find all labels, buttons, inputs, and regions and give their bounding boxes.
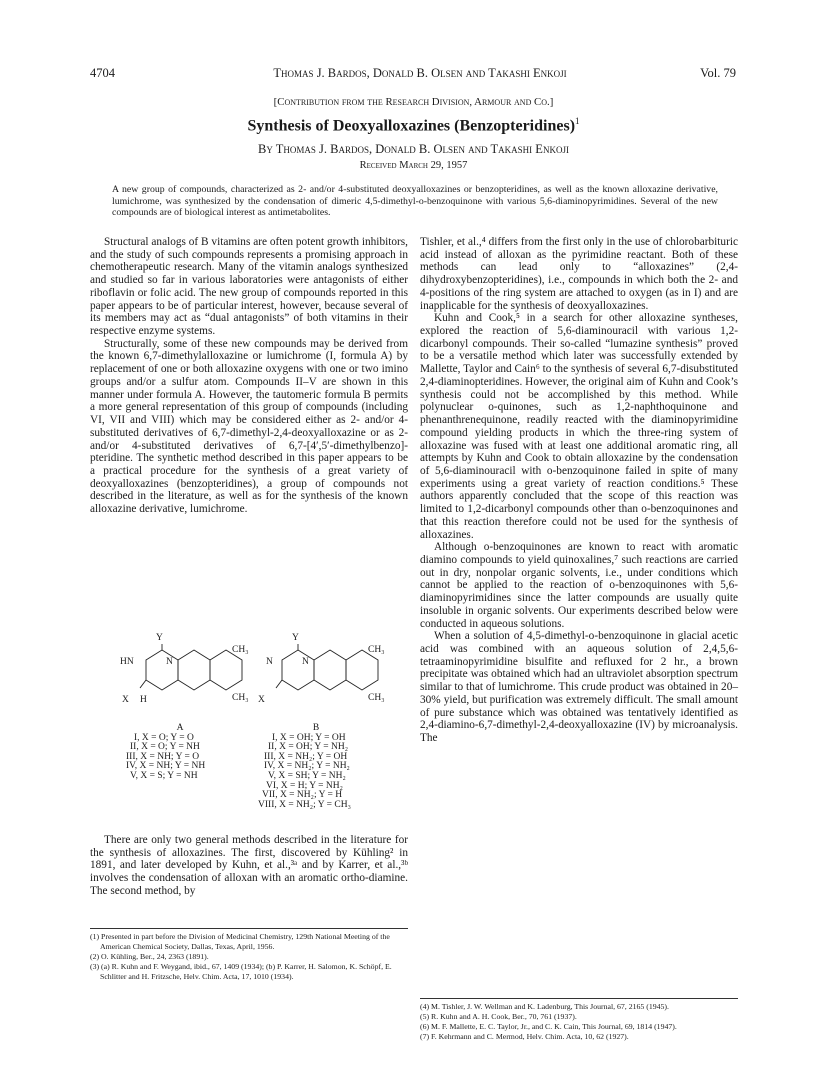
formula-b-structure: Y N N CH₃ CH₃ X bbox=[256, 634, 416, 724]
formula-a-structure: Y HN N CH₃ CH₃ X H bbox=[120, 634, 260, 724]
footnote-2: (2) O. Kühling, Ber., 24, 2363 (1891). bbox=[90, 951, 209, 961]
tishler-paragraph: Tishler, et al.,⁴ differs from the first only in the use of chlorobarbituric acid instead of alloxan as the pyrimidine reactant. Both of these methods can lead only to “alloxazines” (2,4-dihydroxybenzopteridines), i.e., compounds in which both the 2- and 4-positions of the ring system are attached to oxygen (as in I) and are inapplicable for the synthesis of deoxyalloxazines. bbox=[420, 236, 738, 312]
received-date: Received March 29, 1957 bbox=[359, 160, 468, 171]
running-authors: Thomas J. Bardos, Donald B. Olsen and Takashi Enkoji bbox=[273, 66, 567, 80]
footnote-1: (1) Presented in part before the Division of Medicinal Chemistry, 129th National Meeting of the American Chemical Society, Dallas, Texas, April, 1956. bbox=[90, 932, 390, 951]
left-column-top bbox=[90, 236, 408, 516]
formula-a-compound-list bbox=[120, 734, 260, 782]
right-column bbox=[420, 236, 738, 745]
footnote-6: (6) M. F. Mallette, E. C. Taylor, Jr., and C. K. Cain, This Journal, 69, 1814 (1947). bbox=[420, 1021, 677, 1031]
right-footnote-rule bbox=[420, 998, 738, 999]
kuhn-cook-paragraph: Kuhn and Cook,⁵ in a search for other alloxazine syntheses, explored the reaction of 5,6-diaminouracil with various 1,2-dicarbonyl compounds. Their so-called “lumazine synthesis” proved to be a versatile method which later was successfully extended by Mallette, Taylor and Cain⁶ to the synthesis of several 6,7-disubstituted 2,4-diaminopteridines. However, the original aim of Kuhn and Cook’s synthesis could not be accomplished by this method. While polynuclear o-quinones, such as 1,2-naphthoquinone and phenanthrenequinone, readily reacted with the diaminopyrimidine compound yielding products in which the three-ring system of alloxazine was fused with at least one additional aromatic ring, all attempts by Kuhn and Cook to obtain alloxazine by the condensation of 5,6-diaminouracil with o-benzoquinone failed in spite of many experiments using a great variety of reaction conditions.⁵ These authors apparently concluded that the scope of this reaction was limited to 1,2-dicarbonyl compounds other than o-benzoquinones and that this reaction therefore could not be used for the synthesis of alloxazines. bbox=[420, 312, 738, 541]
formula-a-label: A bbox=[176, 723, 184, 733]
article-title bbox=[0, 116, 827, 135]
left-footnotes bbox=[90, 932, 408, 982]
title-footnote-mark: 1 bbox=[575, 116, 580, 126]
contribution-line: [Contribution from the Research Division, Armour and Co.] bbox=[273, 96, 554, 108]
formula-b-compound: III, X = NH₂; Y = OH bbox=[264, 751, 348, 762]
formula-b-compound: IV, X = NH₂; Y = NH₂ bbox=[264, 761, 350, 772]
formula-b-compound: V, X = SH; Y = NH₂ bbox=[268, 770, 346, 781]
formula-b-compound: I, X = OH; Y = OH bbox=[272, 732, 346, 743]
formula-b-compound: VII, X = NH₂; Y = H bbox=[262, 790, 343, 801]
formula-b-y: Y bbox=[292, 633, 299, 643]
formula-b bbox=[256, 634, 416, 810]
formula-a-compound: III, X = NH; Y = O bbox=[126, 751, 200, 762]
formula-b-compound: VI, X = H; Y = NH₂ bbox=[266, 780, 343, 791]
title-text: Synthesis of Deoxyalloxazines (Benzopteridines) bbox=[247, 117, 576, 135]
formula-a bbox=[120, 634, 260, 782]
intro-paragraph: Structural analogs of B vitamins are often potent growth inhibitors, and the study of such compounds represents a promising approach in chemotherapeutic research. Many of the vitamin analogs synthesized and studied so far in various laboratories were antagonists of either riboflavin or folic acid. The new group of compounds reported in this paper appears to be of particular interest, however, because several of its members may act as “dual antagonists” of both vitamins in their respective enzyme systems. bbox=[90, 236, 408, 338]
methods-paragraph: There are only two general methods described in the literature for the synthesis of alloxazines. The first, discovered by Kühling² in 1891, and later developed by Kuhn, et al.,³ᵃ and by Karrer, et al.,³ᵇ involves the condensation of alloxan with an aromatic ortho-diamine. The second method, by bbox=[90, 834, 408, 897]
formula-b-compound: VIII, X = NH₂; Y = CH₃ bbox=[258, 799, 351, 810]
formula-a-compound: I, X = O; Y = O bbox=[134, 732, 194, 743]
experiment-paragraph: When a solution of 4,5-dimethyl-o-benzoquinone in glacial acetic acid was combined with an aqueous solution of 2,4,5,6-tetraaminopyrimidine bisulfite and refluxed for 2 hr., a brown precipitate was obtained which had an ultraviolet absorption spectrum similar to that of lumichrome. This crude product was obtained in 20–30% yield, but purification was extremely difficult. The small amount of pure substance which was obtained was tentatively identified as 2,4-diamino-6,7-dimethyl-2,4-deoxyalloxazine (IV) by microanalysis. The bbox=[420, 630, 738, 745]
abstract: A new group of compounds, characterized as 2- and/or 4-substituted deoxyalloxazines or benzopteridines, as well as the known alloxazine derivative, lumichrome, was synthesized by the condensation of dimeric 4,5-dimethyl-o-benzoquinone with various 5,6-diaminopyrimidines. Several of the new compounds are of biological interest as antimetabolites. bbox=[112, 184, 718, 219]
structure-paragraph: Structurally, some of these new compounds may be derived from the known 6,7-dimethylalloxazine or lumichrome (I, formula A) by replacement of one or both alloxazine oxygens with one or two imino groups and/or a sulfur atom. Compounds II–V are shown in this manner under formula A. However, the tautomeric formula B permits a more general representation of this group of compounds (including VI, VII and VIII) which may be considered either as 2- and/or 4-substituted derivatives of 6,7-dimethyl-2,4-deoxyalloxazine or as 2- and/or 4-substituted derivatives of 6,7-[4′,5′-dimethylbenzo]-pteridine. The synthetic method described in this paper appears to be a practical procedure for the synthesis of a great variety of deoxyalloxazines (benzopteridines), a group of compounds not described in the literature, as well as for the synthesis of the known alloxazine derivative, lumichrome. bbox=[90, 337, 408, 516]
left-footnote-rule bbox=[90, 928, 408, 929]
formula-b-compound-list bbox=[256, 734, 416, 811]
volume: Vol. 79 bbox=[700, 66, 736, 80]
formula-a-compound: IV, X = NH; Y = NH bbox=[126, 761, 206, 772]
left-column-bottom bbox=[90, 834, 408, 898]
footnote-4: (4) M. Tishler, J. W. Wellman and K. Ladenburg, This Journal, 67, 2165 (1945). bbox=[420, 1002, 669, 1011]
right-footnotes bbox=[420, 1002, 738, 1042]
formula-a-compound: II, X = O; Y = NH bbox=[130, 742, 200, 753]
formula-a-compound: V, X = S; Y = NH bbox=[130, 770, 198, 781]
page-number: 4704 bbox=[90, 66, 115, 80]
formula-b-compound: II, X = OH; Y = NH₂ bbox=[268, 742, 349, 753]
formula-b-label: B bbox=[312, 723, 320, 733]
footnote-7: (7) F. Kehrmann and C. Mermod, Helv. Chim. Acta, 10, 62 (1927). bbox=[420, 1031, 629, 1041]
formula-a-y: Y bbox=[156, 633, 163, 643]
footnote-5: (5) R. Kuhn and A. H. Cook, Ber., 70, 761 (1937). bbox=[420, 1011, 577, 1021]
byline: By Thomas J. Bardos, Donald B. Olsen and Takashi Enkoji bbox=[258, 142, 569, 156]
footnote-3: (3) (a) R. Kuhn and F. Weygand, ibid., 67, 1409 (1934); (b) P. Karrer, H. Salomon, K. Schöpf, E. Schlitter and H. Fritzsche, Helv. Chim. Acta, 17, 1010 (1934). bbox=[90, 961, 392, 981]
benzoquinone-paragraph: Although o-benzoquinones are known to react with aromatic diamino compounds to yield quinoxalines,⁷ such reactions are carried out in dry, nonpolar organic solvents, i.e., under conditions which cannot be applied to the reaction of o-benzoquinones with 5,6-diaminopyrimidines since the latter compounds are usually quite insoluble in organic solvents. Our experiments described below were conducted in aqueous solutions. bbox=[420, 541, 738, 630]
